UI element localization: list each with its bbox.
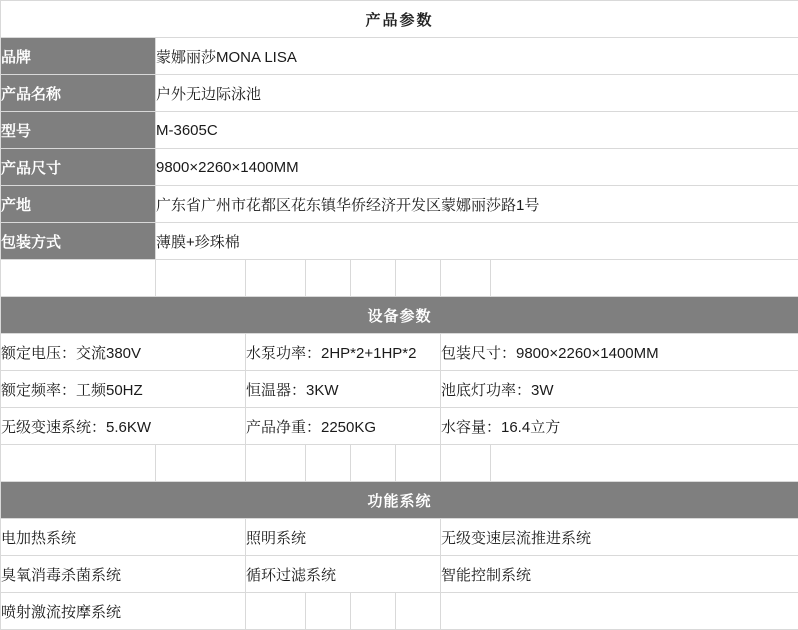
table-row [1,593,798,630]
param-cell: 额定频率：工频50HZ [1,371,246,408]
spec-value: 广东省广州市花都区花东镇华侨经济开发区蒙娜丽莎路1号 [156,186,798,223]
spacer-cell [351,260,396,297]
spacer-cell [441,260,491,297]
param-cell-empty [351,593,396,630]
table-row [1,38,798,75]
spec-label: 品牌 [1,38,156,75]
param-cell-empty [441,593,798,630]
spacer-cell [491,260,798,297]
spec-label: 产地 [1,186,156,223]
spacer-cell [396,260,441,297]
table-row [1,556,798,593]
table-row [1,408,798,445]
spacer-row [1,445,798,482]
param-cell: 循环过滤系统 [246,556,441,593]
param-cell-empty [396,593,441,630]
table-row [1,519,798,556]
param-cell: 水容量：16.4立方 [441,408,798,445]
spacer-cell [246,445,306,482]
table-row [1,149,798,186]
spacer-cell [306,445,351,482]
spacer-row [1,260,798,297]
table-row [1,371,798,408]
spacer-cell [396,445,441,482]
spacer-cell [1,260,156,297]
section-heading-function: 功能系统 [1,482,798,519]
param-cell: 臭氧消毒杀菌系统 [1,556,246,593]
spec-label: 产品名称 [1,75,156,112]
section-heading-equipment: 设备参数 [1,297,798,334]
section-header-row-function [1,482,798,519]
param-cell: 无级变速层流推进系统 [441,519,798,556]
param-cell: 额定电压：交流380V [1,334,246,371]
spacer-cell [491,445,798,482]
table-row [1,334,798,371]
section-header-row-equipment [1,297,798,334]
title-row [1,1,798,38]
spacer-cell [156,445,246,482]
spec-value: M-3605C [156,112,798,149]
table-row [1,223,798,260]
spec-value: 户外无边际泳池 [156,75,798,112]
spec-label: 型号 [1,112,156,149]
param-cell: 喷射激流按摩系统 [1,593,246,630]
param-cell-empty [306,593,351,630]
param-cell: 智能控制系统 [441,556,798,593]
param-cell: 池底灯功率：3W [441,371,798,408]
spacer-cell [351,445,396,482]
param-cell: 恒温器：3KW [246,371,441,408]
param-cell: 无级变速系统：5.6KW [1,408,246,445]
table-row [1,186,798,223]
spacer-cell [246,260,306,297]
spec-label: 产品尺寸 [1,149,156,186]
param-cell: 包装尺寸：9800×2260×1400MM [441,334,798,371]
table-row [1,75,798,112]
spacer-cell [441,445,491,482]
spec-value: 蒙娜丽莎MONA LISA [156,38,798,75]
param-cell-empty [246,593,306,630]
param-cell: 产品净重：2250KG [246,408,441,445]
spec-value: 9800×2260×1400MM [156,149,798,186]
param-cell: 照明系统 [246,519,441,556]
spec-label: 包装方式 [1,223,156,260]
spec-value: 薄膜+珍珠棉 [156,223,798,260]
spacer-cell [156,260,246,297]
page-title: 产品参数 [1,1,798,38]
param-cell: 水泵功率：2HP*2+1HP*2 [246,334,441,371]
spacer-cell [306,260,351,297]
spacer-cell [1,445,156,482]
param-cell: 电加热系统 [1,519,246,556]
table-row [1,112,798,149]
